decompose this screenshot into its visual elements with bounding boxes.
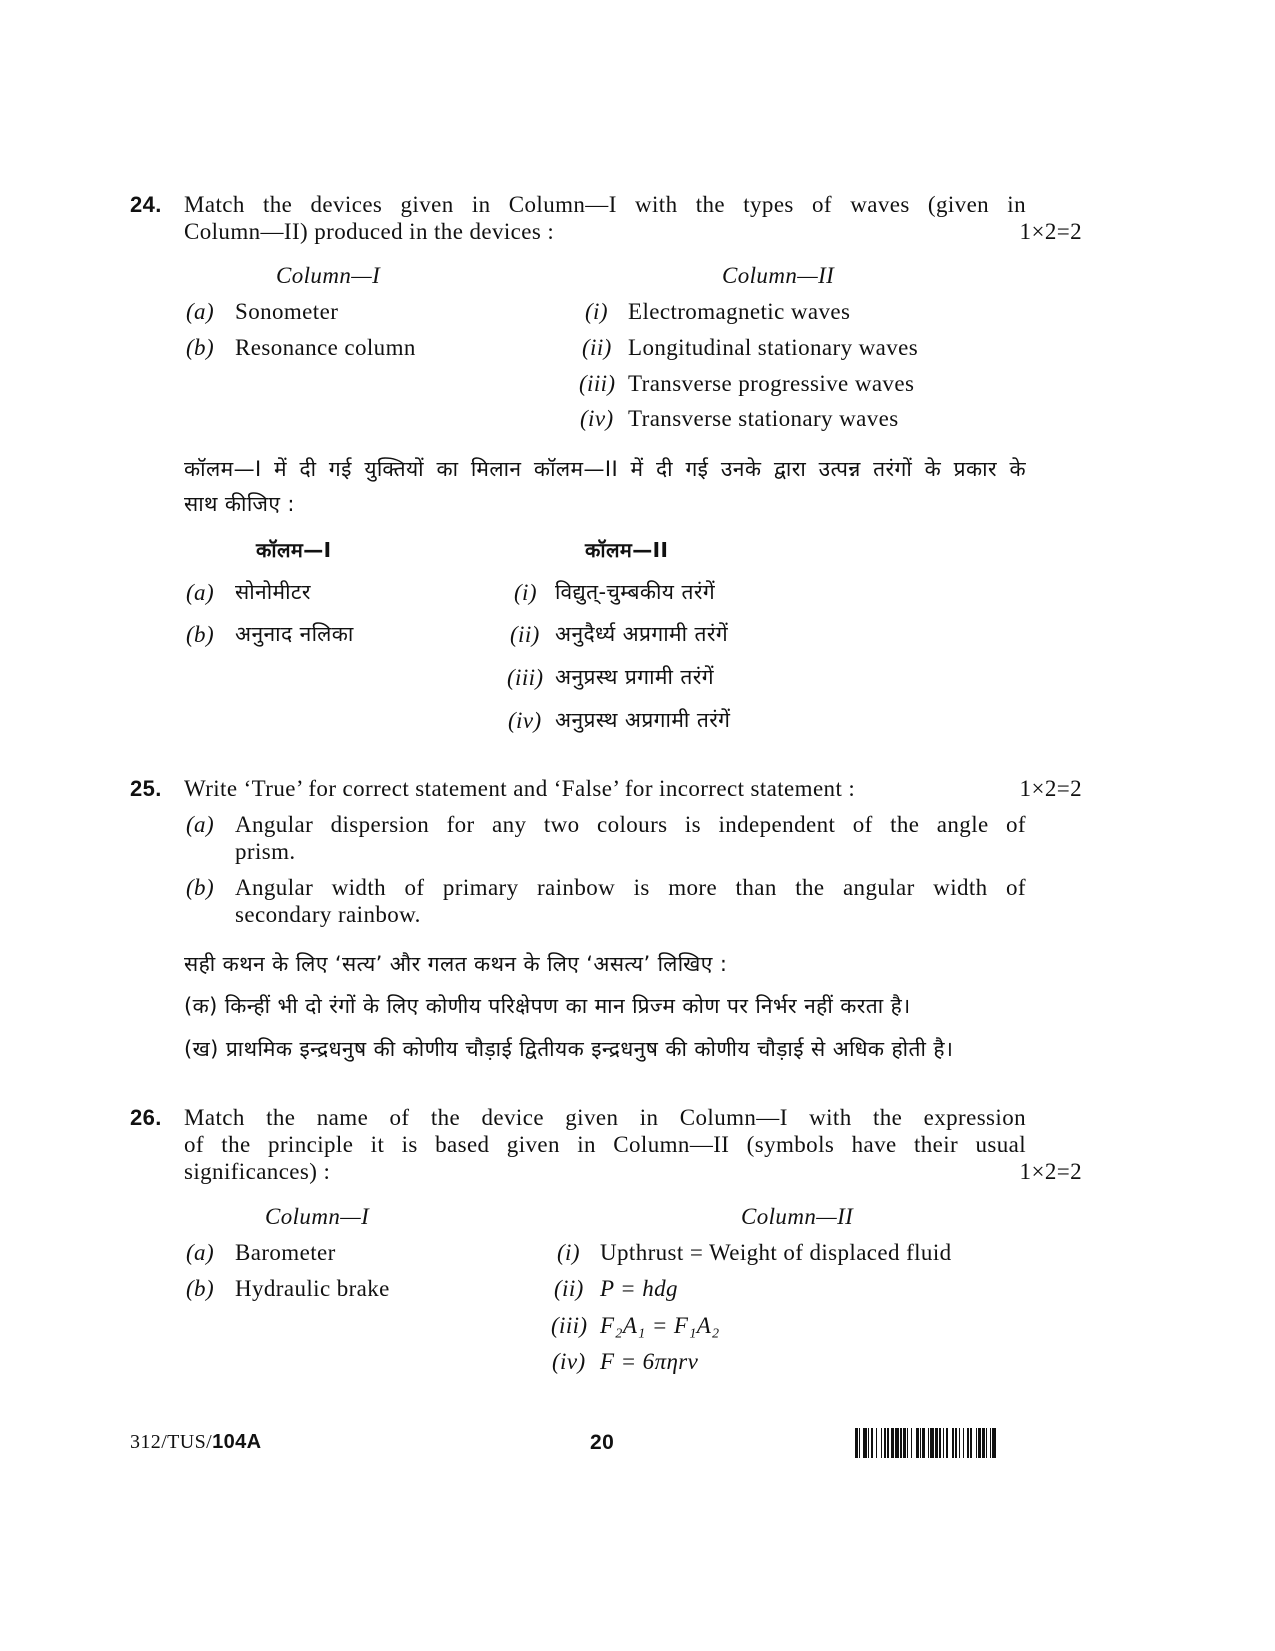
- item-label: (b): [186, 622, 215, 647]
- q24-marks: 1×2=2: [1019, 219, 1082, 244]
- item-label: (iv): [508, 708, 542, 733]
- item-text: Electromagnetic waves: [628, 299, 851, 324]
- item-label: (ii): [510, 622, 540, 647]
- item-text: Longitudinal stationary waves: [628, 335, 919, 360]
- item-label: (iii): [507, 665, 544, 690]
- item-text: Resonance column: [235, 335, 416, 360]
- q25-a-line2: prism.: [235, 839, 296, 864]
- paper-code-prefix: 312/TUS/: [130, 1431, 213, 1453]
- item-label: (iv): [552, 1349, 586, 1374]
- q24-number: 24.: [130, 192, 162, 217]
- item-text: Hydraulic brake: [235, 1276, 390, 1301]
- item-label: (a): [186, 580, 215, 605]
- q26-number: 26.: [130, 1105, 162, 1130]
- barcode: [855, 1428, 1083, 1458]
- item-label: (b): [186, 335, 215, 360]
- formula-text: F₂A₁ = F₁A₂: [600, 1313, 720, 1338]
- item-label: (i): [557, 1240, 580, 1265]
- item-label: (i): [585, 299, 608, 324]
- formula-text: F = 6πηrv: [600, 1349, 699, 1374]
- q25-a-line1: Angular dispersion for any two colours is independent of the angle of: [235, 812, 1026, 837]
- item-text: विद्युत्-चुम्बकीय तरंगें: [555, 580, 716, 604]
- page-number: 20: [590, 1431, 615, 1454]
- q25-number: 25.: [130, 776, 162, 801]
- q25-b-line2: secondary rainbow.: [235, 902, 421, 927]
- q25-b-line1: Angular width of primary rainbow is more than the angular width of: [235, 875, 1026, 900]
- q24-hindi-line2: साथ कीजिए :: [184, 492, 295, 516]
- item-text: Upthrust = Weight of displaced fluid: [600, 1240, 952, 1265]
- q24-hindi-line1: कॉलम—I में दी गई युक्तियों का मिलान कॉलम—II में दी गई उनके द्वारा उत्पन्न तरंगों के प्रकार के: [184, 457, 1026, 481]
- item-text: Transverse progressive waves: [628, 371, 915, 396]
- q24-text-line2: Column—II) produced in the devices :: [184, 219, 555, 244]
- item-label: (ii): [554, 1276, 584, 1301]
- item-label: (iii): [579, 371, 616, 396]
- barcode-bar: [996, 1428, 999, 1458]
- q26-text-line3: significances) :: [184, 1159, 331, 1184]
- item-label: (b): [186, 1276, 215, 1301]
- item-label: (ii): [582, 335, 612, 360]
- q26-marks: 1×2=2: [1019, 1159, 1082, 1184]
- item-text: अनुनाद नलिका: [235, 622, 354, 646]
- formula-text: P = hdg: [600, 1276, 678, 1301]
- q25-hindi-a: (क) किन्हीं भी दो रंगों के लिए कोणीय परिक्षेपण का मान प्रिज्म कोण पर निर्भर नहीं करता है।: [184, 994, 911, 1018]
- item-label: (a): [186, 299, 215, 324]
- item-text: अनुप्रस्थ प्रगामी तरंगें: [555, 665, 714, 689]
- paper-code-suffix: 104A: [212, 1431, 262, 1453]
- q26-text-line1: Match the name of the device given in Column—I with the expression: [184, 1105, 1026, 1130]
- q26-col1-heading: Column—I: [265, 1204, 370, 1229]
- item-text: Transverse stationary waves: [628, 406, 899, 431]
- q24-hindi-col1-heading: कॉलम—I: [256, 538, 332, 562]
- q24-hindi-col2-heading: कॉलम—II: [585, 538, 669, 562]
- item-text: Sonometer: [235, 299, 339, 324]
- q26-col2-heading: Column—II: [741, 1204, 854, 1229]
- item-text: सोनोमीटर: [235, 580, 311, 604]
- item-text: Barometer: [235, 1240, 336, 1265]
- item-text: अनुप्रस्थ अप्रगामी तरंगें: [555, 708, 731, 732]
- q26-text-line2: of the principle it is based given in Column—II (symbols have their usual: [184, 1132, 1026, 1157]
- q24-col1-heading: Column—I: [276, 263, 381, 288]
- q24-text-line1: Match the devices given in Column—I with the types of waves (given in: [184, 192, 1026, 217]
- item-label: (i): [514, 580, 537, 605]
- q25-marks: 1×2=2: [1019, 776, 1082, 801]
- q24-col2-heading: Column—II: [722, 263, 835, 288]
- item-text: अनुदैर्ध्य अप्रगामी तरंगें: [555, 622, 729, 646]
- paper-code: [130, 1431, 262, 1454]
- q25-text: Write ‘True’ for correct statement and ‘False’ for incorrect statement :: [184, 776, 856, 801]
- q25-hindi-b: (ख) प्राथमिक इन्द्रधनुष की कोणीय चौड़ाई द्वितीयक इन्द्रधनुष की कोणीय चौड़ाई से अधिक होती है।: [184, 1037, 954, 1061]
- item-label: (iv): [580, 406, 614, 431]
- item-label: (a): [186, 812, 215, 837]
- item-label: (b): [186, 875, 215, 900]
- q25-hindi-instruction: सही कथन के लिए ‘सत्य’ और गलत कथन के लिए ‘असत्य’ लिखिए :: [184, 952, 728, 976]
- item-label: (a): [186, 1240, 215, 1265]
- item-label: (iii): [551, 1313, 588, 1338]
